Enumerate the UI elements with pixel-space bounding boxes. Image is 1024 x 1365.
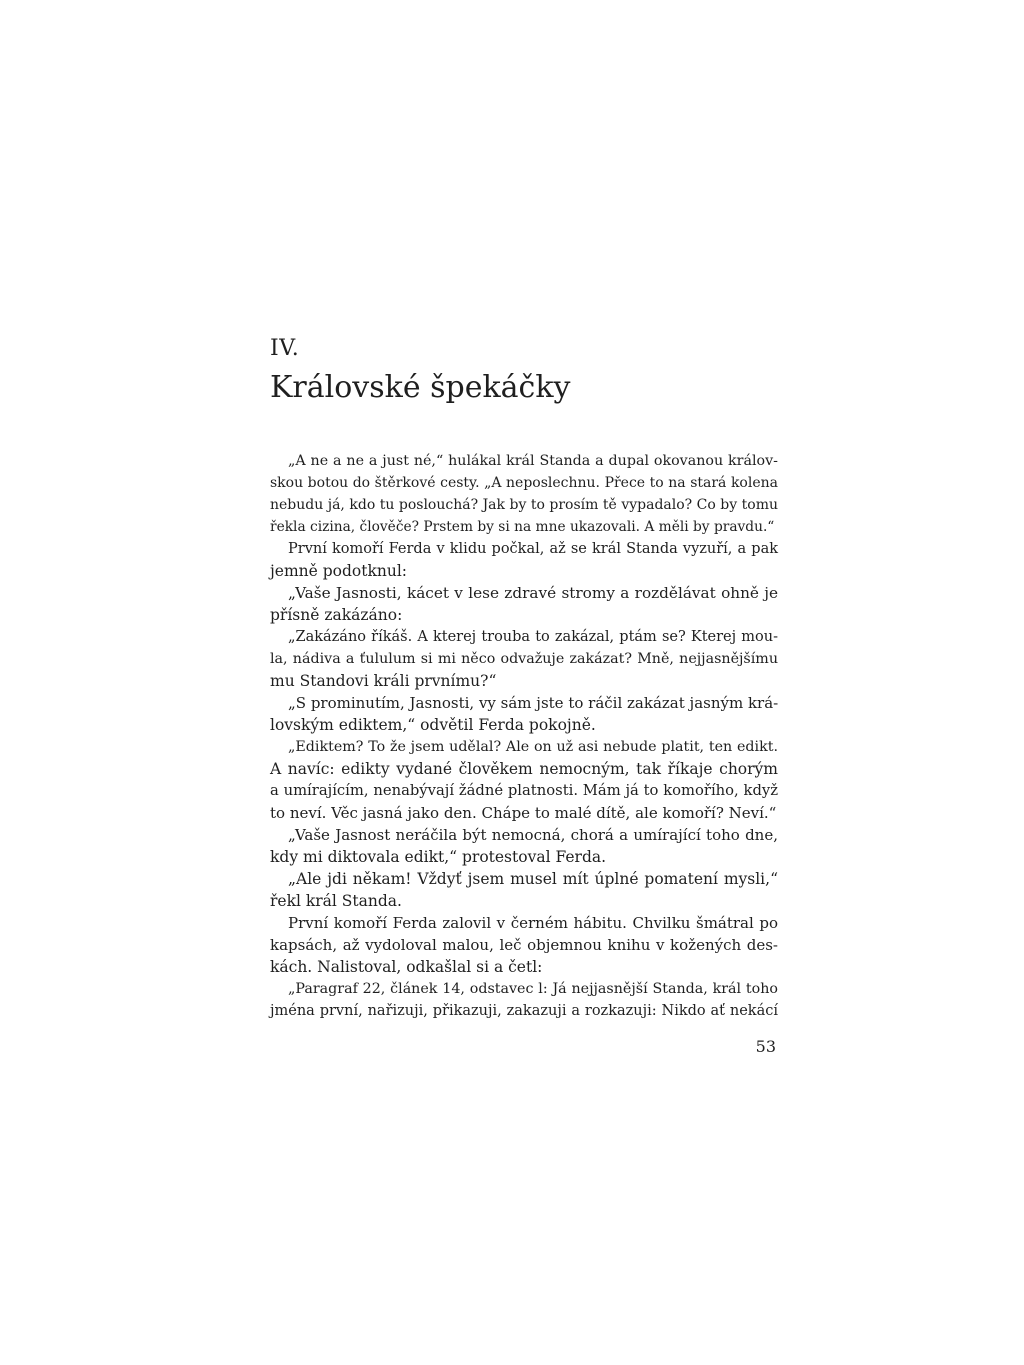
text-line: jména první, nařizuji, přikazuji, zakazuji a rozkazuji: Nikdo ať nekácí: [270, 1003, 778, 1019]
page-number: 53: [755, 1037, 776, 1056]
text-line: „Vaše Jasnosti, kácet v lese zdravé stromy a rozdělávat ohně je: [288, 584, 778, 602]
chapter-title: Královské špekáčky: [270, 370, 571, 405]
text-line: řekla cizina, člověče? Prstem by si na mne ukazovali. A měli by pravdu.“: [270, 519, 775, 535]
text-line: kapsách, až vydoloval malou, leč objemnou knihu v kožených des-: [270, 936, 778, 954]
chapter-number: IV.: [270, 336, 300, 361]
text-line: to neví. Věc jasná jako den. Chápe to malé dítě, ale komoří? Neví.“: [270, 804, 777, 822]
text-line: nebudu já, kdo tu poslouchá? Jak by to prosím tě vypadalo? Co by tomu: [270, 497, 778, 513]
text-line: „Zakázáno říkáš. A kterej trouba to zakázal, ptám se? Kterej mou-: [288, 629, 778, 645]
text-line: a umírajícím, nenabývají žádné platnosti. Mám já to komořího, když: [270, 782, 778, 799]
text-line: A navíc: edikty vydané člověkem nemocným, tak říkaje chorým: [270, 760, 778, 778]
text-line: „Ale jdi někam! Vždyť jsem musel mít úplné pomatení mysli,“: [288, 870, 778, 888]
text-line: „A ne a ne a just né,“ hulákal král Standa a dupal okovanou králov-: [288, 453, 778, 469]
text-line: lovským ediktem,“ odvětil Ferda pokojně.: [270, 716, 596, 734]
text-line: První komoří Ferda zalovil v černém hábitu. Chvilku šmátral po: [288, 914, 778, 932]
text-line: mu Standovi králi prvnímu?“: [270, 672, 497, 690]
text-line: „Ediktem? To že jsem udělal? Ale on už asi nebude platit, ten edikt.: [288, 739, 778, 755]
text-line: kách. Nalistoval, odkašlal si a četl:: [270, 958, 543, 976]
text-line: skou botou do štěrkové cesty. „A neposlechnu. Přece to na stará kolena: [270, 475, 778, 491]
text-line: la, nádiva a ťululum si mi něco odvažuje zakázat? Mně, nejjasnějšímu: [270, 651, 778, 667]
text-line: jemně podotknul:: [270, 562, 408, 580]
text-line: přísně zakázáno:: [270, 606, 403, 624]
text-line: „S prominutím, Jasnosti, vy sám jste to ráčil zakázat jasným krá-: [288, 694, 779, 712]
body-text: [270, 450, 778, 1022]
text-line: řekl král Standa.: [270, 892, 402, 910]
text-line: „Vaše Jasnost neráčila být nemocná, chorá a umírající toho dne,: [288, 826, 778, 844]
text-line: kdy mi diktovala edikt,“ protestoval Ferda.: [270, 848, 607, 866]
text-line: První komoří Ferda v klidu počkal, až se král Standa vyzuří, a pak: [288, 541, 778, 557]
text-line: „Paragraf 22, článek 14, odstavec l: Já nejjasnější Standa, král toho: [288, 981, 778, 997]
